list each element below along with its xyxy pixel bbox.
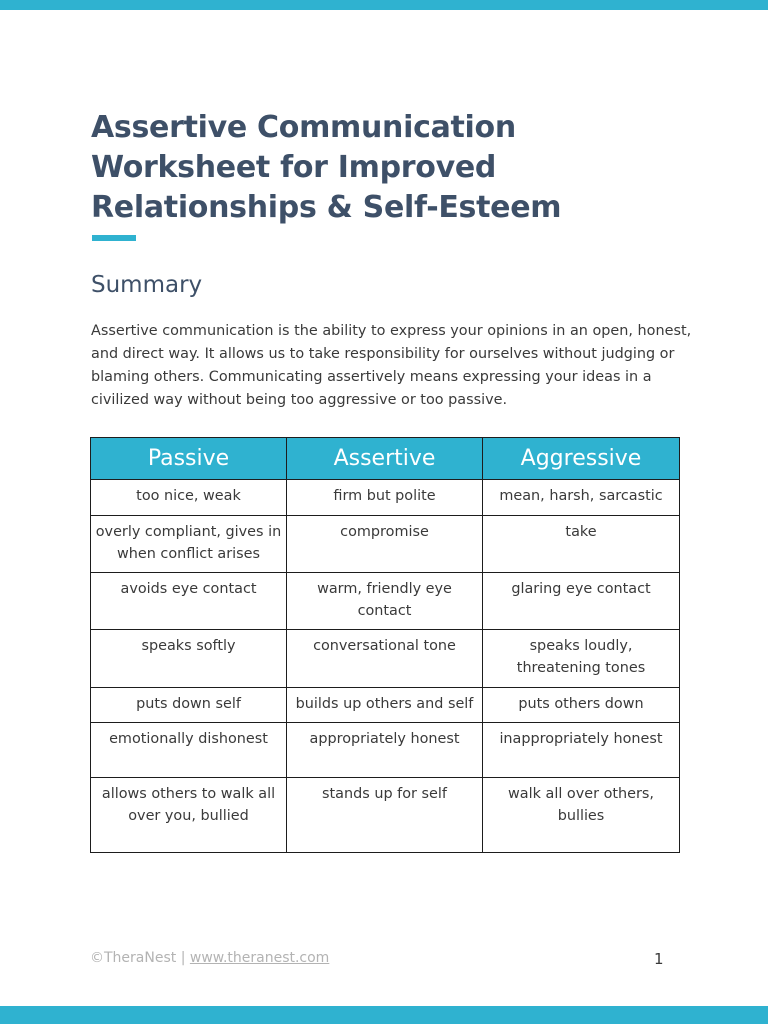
table-row: [91, 688, 680, 723]
footer-copyright: [90, 950, 329, 966]
table-row: [91, 573, 680, 630]
title-line: Relationships & Self-Esteem: [91, 190, 562, 225]
summary-line: Assertive communication is the ability to express your opinions in an open, honest,: [91, 323, 692, 339]
table-cell: allows others to walk all over you, bullied: [91, 778, 287, 853]
title-underline-accent: [92, 235, 136, 241]
header-assertive: Assertive: [287, 438, 483, 480]
page-number: 1: [654, 950, 664, 968]
summary-line: and direct way. It allows us to take responsibility for ourselves without judging or: [91, 346, 675, 362]
table-row: [91, 480, 680, 516]
summary-heading: Summary: [91, 272, 203, 298]
website-link[interactable]: www.theranest.com: [189, 950, 330, 966]
header-aggressive: Aggressive: [483, 438, 680, 480]
table-cell: mean, harsh, sarcastic: [483, 480, 680, 516]
table-cell: puts others down: [483, 688, 680, 723]
top-accent-bar: [0, 0, 768, 10]
table-cell: emotionally dishonest: [91, 723, 287, 778]
table-cell: warm, friendly eye contact: [287, 573, 483, 630]
summary-paragraph: [91, 320, 691, 412]
table-cell: firm but polite: [287, 480, 483, 516]
table-cell: appropriately honest: [287, 723, 483, 778]
table-cell: walk all over others, bullies: [483, 778, 680, 853]
table-cell: compromise: [287, 516, 483, 573]
table-row: [91, 723, 680, 778]
communication-styles-table: [90, 437, 680, 853]
bottom-accent-bar: [0, 1006, 768, 1024]
summary-line: blaming others. Communicating assertively means expressing your ideas in a: [91, 369, 652, 385]
table-cell: inappropriately honest: [483, 723, 680, 778]
summary-line: civilized way without being too aggressive or too passive.: [91, 392, 508, 408]
table-cell: conversational tone: [287, 630, 483, 688]
table-row: [91, 630, 680, 688]
table-cell: overly compliant, gives in when conflict arises: [91, 516, 287, 573]
title-line: Worksheet for Improved: [91, 150, 497, 185]
table-cell: speaks softly: [91, 630, 287, 688]
table-header-row: [91, 438, 680, 480]
copyright-text: ©TheraNest |: [90, 950, 186, 966]
table-row: [91, 516, 680, 573]
table-cell: builds up others and self: [287, 688, 483, 723]
table-cell: speaks loudly, threatening tones: [483, 630, 680, 688]
title-line: Assertive Communication: [91, 110, 516, 145]
table-cell: puts down self: [91, 688, 287, 723]
table-cell: take: [483, 516, 680, 573]
table-cell: avoids eye contact: [91, 573, 287, 630]
table-cell: too nice, weak: [91, 480, 287, 516]
table-cell: glaring eye contact: [483, 573, 680, 630]
header-passive: Passive: [91, 438, 287, 480]
table-cell: stands up for self: [287, 778, 483, 853]
table-row: [91, 778, 680, 853]
page-title: [91, 108, 691, 228]
